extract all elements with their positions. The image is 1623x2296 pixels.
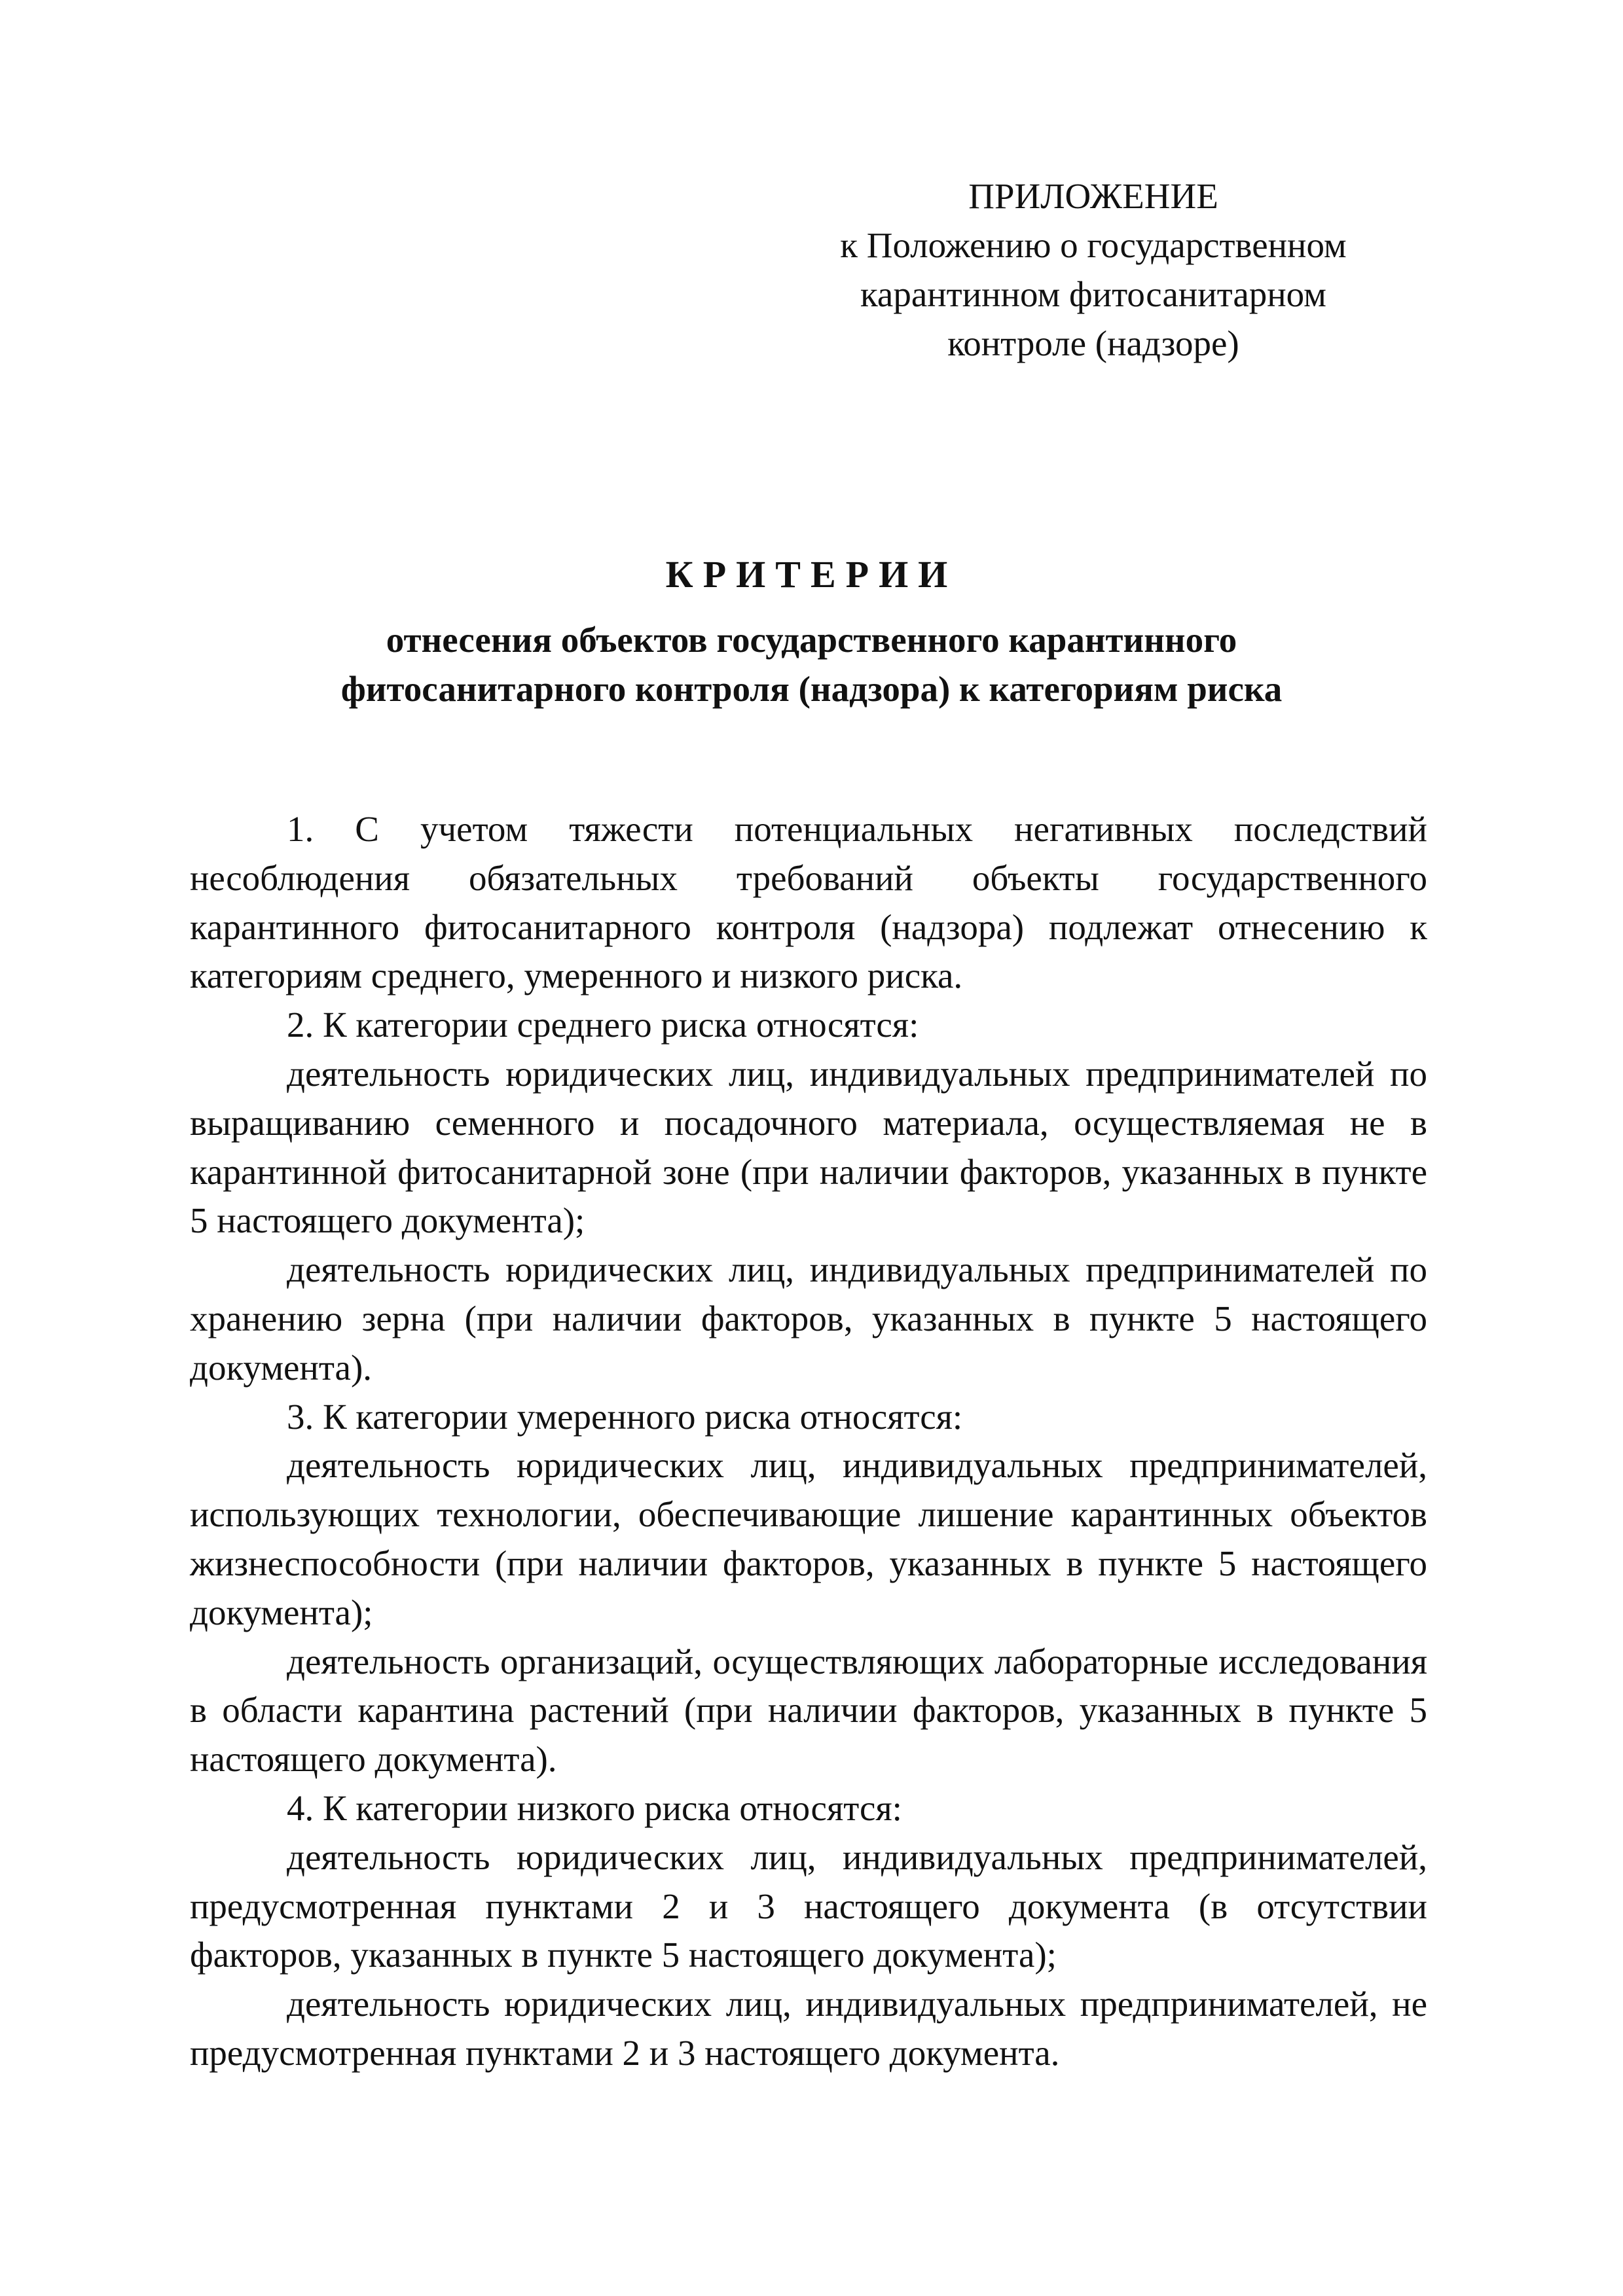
paragraph-6: деятельность юридических лиц, индивидуальных предпринимателей, использующих технологии, обеспечивающие лишение карантинных объектов жизнеспособности (при наличии факторов, указанных в пункте 5 настоящего документа); [190,1445,1427,1632]
subtitle-line-2: фитосанитарного контроля (надзора) к категориям риска [340,669,1283,709]
paragraph-5: 3. К категории умеренного риска относятся: [287,1396,963,1437]
paragraph-10: деятельность юридических лиц, индивидуальных предпринимателей, не предусмотренная пунктами 2 и 3 настоящего документа. [190,1984,1427,2073]
appendix-reference-line-1: к Положению о государственном [840,225,1347,265]
paragraph-4: деятельность юридических лиц, индивидуальных предпринимателей по хранению зерна (при наличии факторов, указанных в пункте 5 настоящего документа). [190,1249,1427,1388]
paragraph-7: деятельность организаций, осуществляющих лабораторные исследования в области карантина растений (при наличии факторов, указанных в пункте 5 настоящего документа). [190,1641,1427,1780]
paragraph-3: деятельность юридических лиц, индивидуальных предпринимателей по выращиванию семенного и посадочного материала, осуществляемая не в карантинной фитосанитарной зоне (при наличии факторов, указанных в пункте 5 настоящего документа); [190,1053,1427,1241]
paragraph-9: деятельность юридических лиц, индивидуальных предпринимателей, предусмотренная пунктами 2 и 3 настоящего документа (в отсутствии факторов, указанных в пункте 5 настоящего документа); [190,1837,1427,1975]
subtitle-line-1: отнесения объектов государственного карантинного [386,620,1237,660]
appendix-reference-line-2: карантинном фитосанитарном [860,274,1326,314]
paragraph-1: 1. С учетом тяжести потенциальных негативных последствий несоблюдения обязательных требований объекты государственного карантинного фитосанитарного контроля (надзора) подлежат отнесению к категориям среднего, умеренного и низкого риска. [190,809,1427,996]
document-title: КРИТЕРИИ [665,553,958,596]
document-body [190,805,1427,2078]
document-subtitle [0,615,1623,713]
paragraph-8: 4. К категории низкого риска относятся: [287,1787,902,1828]
appendix-header [812,171,1375,368]
appendix-label: ПРИЛОЖЕНИЕ [968,176,1218,216]
paragraph-2: 2. К категории среднего риска относятся: [287,1005,919,1045]
appendix-reference-line-3: контроле (надзоре) [947,323,1239,363]
